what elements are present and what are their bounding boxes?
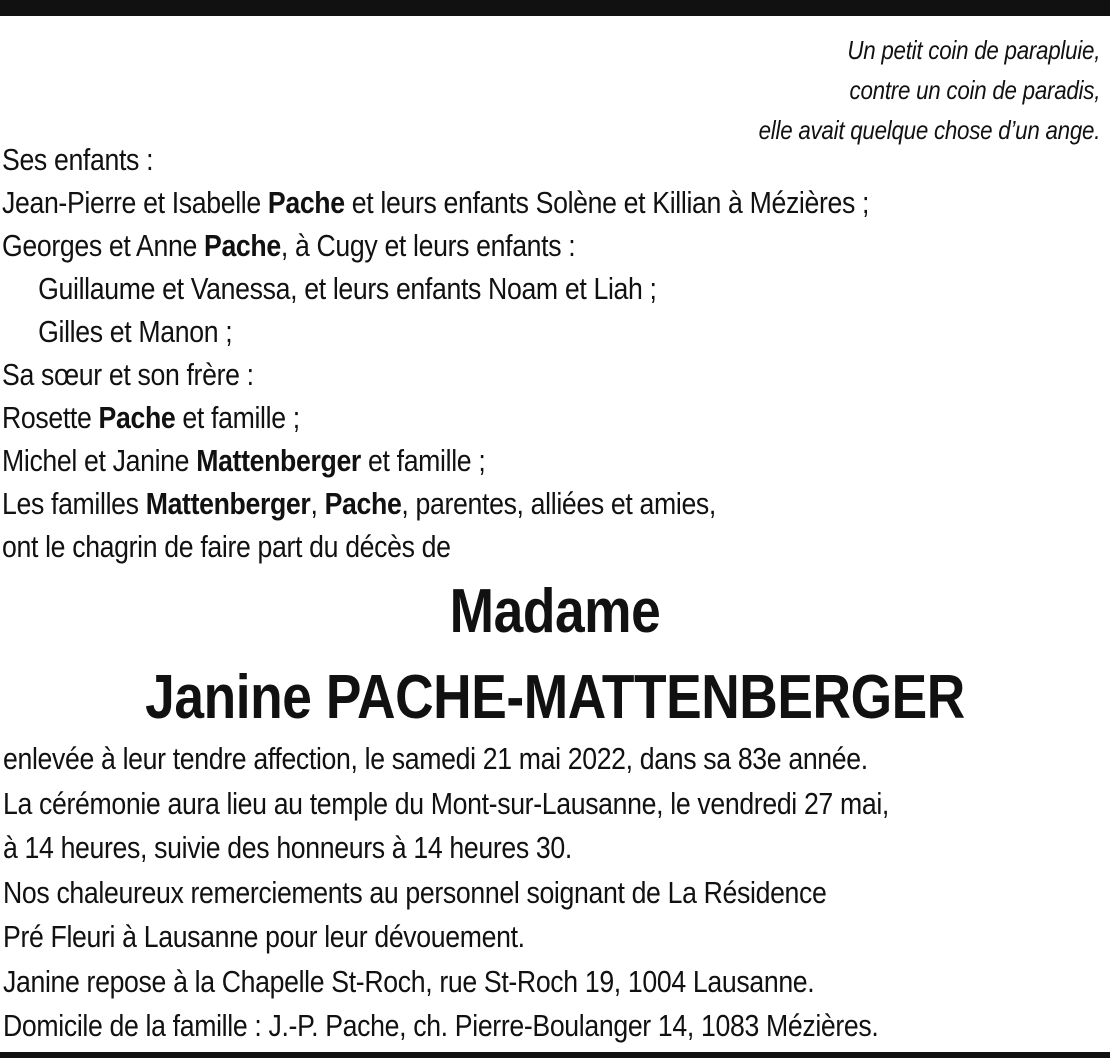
deceased-honorific: Madame <box>449 577 661 646</box>
bottom-border-bar <box>0 1052 1110 1058</box>
funeral-details <box>3 737 889 1049</box>
family-line <box>2 439 869 482</box>
family-text: Michel et Janine <box>2 443 197 478</box>
details-line: Janine repose à la Chapelle St-Roch, rue St-Roch 19, 1004 Lausanne. <box>3 963 815 999</box>
epigraph-line: contre un coin de paradis, <box>849 75 1100 105</box>
family-text: , parentes, alliées et amies, <box>401 486 716 521</box>
family-line <box>2 396 869 439</box>
family-line <box>2 224 869 267</box>
epigraph-line: Un petit coin de parapluie, <box>847 35 1100 65</box>
children-heading: Ses enfants : <box>2 142 154 177</box>
family-text: , <box>310 486 325 521</box>
family-text: Georges et Anne <box>2 228 205 263</box>
deceased-name: Janine PACHE-MATTENBERGER <box>145 663 965 732</box>
family-surname: Mattenberger <box>196 443 361 478</box>
family-text: et leurs enfants Solène et Killian à Mézières ; <box>344 185 870 220</box>
epigraph-poem <box>758 30 1100 150</box>
family-list <box>2 138 869 568</box>
details-line: à 14 heures, suivie des honneurs à 14 heures 30. <box>3 830 572 865</box>
family-line <box>2 482 869 525</box>
family-surname: Pache <box>204 228 281 263</box>
grandchildren-line: Guillaume et Vanessa, et leurs enfants Noam et Liah ; <box>38 271 657 306</box>
top-border-bar <box>0 0 1110 16</box>
announcement-line: ont le chagrin de faire part du décès de <box>2 529 451 564</box>
details-line: enlevée à leur tendre affection, le samedi 21 mai 2022, dans sa 83e année. <box>3 741 868 776</box>
epigraph-line: elle avait quelque chose d’un ange. <box>758 115 1100 145</box>
family-text: Les familles <box>2 486 146 521</box>
family-text: Jean-Pierre et Isabelle <box>2 185 268 220</box>
siblings-heading: Sa sœur et son frère : <box>2 357 254 392</box>
family-text: , à Cugy et leurs enfants : <box>280 228 576 263</box>
family-surname: Pache <box>267 185 345 220</box>
family-surname: Mattenberger <box>145 486 311 521</box>
details-line: Domicile de la famille : J.-P. Pache, ch. Pierre-Boulanger 14, 1083 Mézières. <box>3 1008 879 1043</box>
grandchildren-line: Gilles et Manon ; <box>38 314 233 349</box>
family-text: et famille ; <box>175 400 300 435</box>
family-line <box>2 181 869 224</box>
family-surname: Pache <box>324 486 402 521</box>
details-line: Pré Fleuri à Lausanne pour leur dévouement. <box>3 919 525 954</box>
family-text: et famille ; <box>360 443 486 478</box>
family-text: Rosette <box>2 400 99 435</box>
details-line: La cérémonie aura lieu au temple du Mont-sur-Lausanne, le vendredi 27 mai, <box>3 785 889 821</box>
details-line: Nos chaleureux remerciements au personnel soignant de La Résidence <box>3 874 827 910</box>
family-surname: Pache <box>98 400 176 435</box>
